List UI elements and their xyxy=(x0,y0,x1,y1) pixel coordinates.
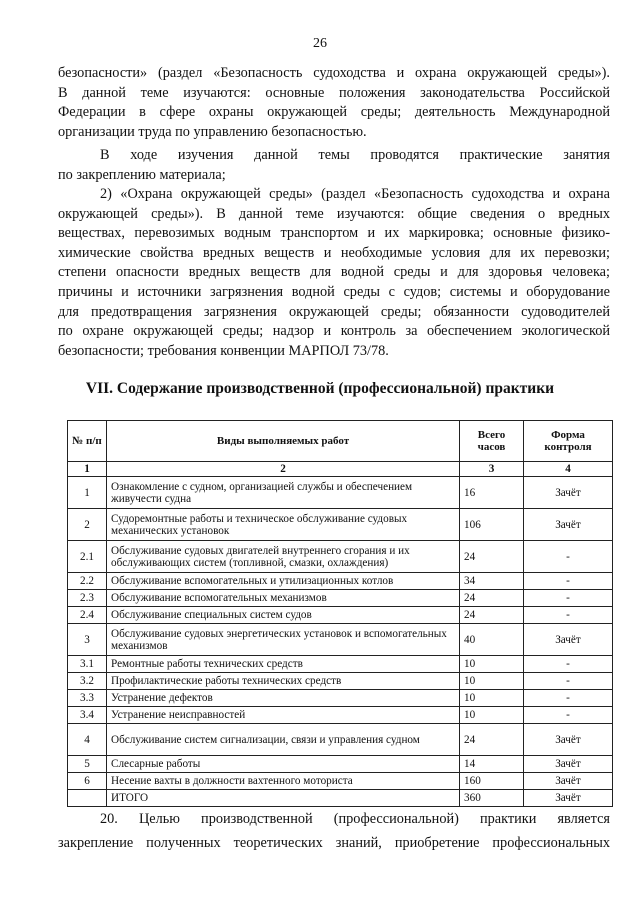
cell-control-form: Зачёт xyxy=(524,624,613,656)
text-line: химические свойства вредных веществ и необходимые условия для их перевозки; xyxy=(58,244,610,261)
cell-num: 6 xyxy=(68,773,107,790)
table-row xyxy=(68,690,613,707)
text-line: безопасности» (раздел «Безопасность судоходства и охрана окружающей среды»). xyxy=(58,65,610,81)
header-hours: Всего часов xyxy=(460,421,524,462)
table-row xyxy=(68,756,613,773)
cell-num: 2.3 xyxy=(68,590,107,607)
cell-control-form: - xyxy=(524,541,613,573)
text-line: В ходе изучения данной темы проводятся практические занятия xyxy=(100,147,610,163)
cell-num: 3.3 xyxy=(68,690,107,707)
cell-control-form: - xyxy=(524,690,613,707)
cell-num: 3.4 xyxy=(68,707,107,724)
cell-hours: 10 xyxy=(460,690,524,707)
text-line: степени опасности вредных веществ для водной среды и для здоровья человека; xyxy=(58,264,610,281)
cell-control-form: - xyxy=(524,573,613,590)
cell-hours: 14 xyxy=(460,756,524,773)
text-line: закрепление полученных теоретических знаний, приобретение профессиональных xyxy=(58,835,610,851)
cell-hours: 10 xyxy=(460,707,524,724)
cell-num: 3.2 xyxy=(68,673,107,690)
cell-work-name: Обслуживание специальных систем судов xyxy=(107,607,460,624)
text-line: 20. Целью производственной (профессиональной) практики является xyxy=(100,811,610,827)
cell-hours: 16 xyxy=(460,477,524,509)
text-line: организации труда по управлению безопасностью. xyxy=(58,123,367,140)
table-row xyxy=(68,509,613,541)
cell-num: 3.1 xyxy=(68,656,107,673)
text-line: Федерации в сфере охраны окружающей среды; деятельность Международной xyxy=(58,104,610,121)
cell-hours: 360 xyxy=(460,790,524,807)
table-row xyxy=(68,673,613,690)
cell-control-form: - xyxy=(524,707,613,724)
text-line: В данной теме изучаются: основные положения законодательства Российской xyxy=(58,84,610,101)
cell-work-name: Устранение неисправностей xyxy=(107,707,460,724)
cell-hours: 106 xyxy=(460,509,524,541)
paragraph-practical-classes xyxy=(58,146,610,185)
cell-control-form: - xyxy=(524,590,613,607)
cell-num: 3 xyxy=(68,624,107,656)
table-row xyxy=(68,590,613,607)
cell-work-name: Слесарные работы xyxy=(107,756,460,773)
paragraph-environment-protection xyxy=(58,185,610,361)
table-row xyxy=(68,541,613,573)
table-row xyxy=(68,573,613,590)
practice-works-table xyxy=(67,420,613,807)
cell-work-name: Ознакомление с судном, организацией службы и обеспечением живучести судна xyxy=(107,477,460,509)
table-row xyxy=(68,724,613,756)
cell-hours: 34 xyxy=(460,573,524,590)
cell-hours: 24 xyxy=(460,541,524,573)
paragraph-practice-goal xyxy=(58,807,610,855)
index-cell: 2 xyxy=(107,462,460,477)
table-row xyxy=(68,707,613,724)
cell-num: 5 xyxy=(68,756,107,773)
table-body xyxy=(68,477,613,807)
text-line: по закреплению материала; xyxy=(58,166,226,183)
table-row xyxy=(68,773,613,790)
text-line: веществах, перевозимых водным транспортом и их маркировка; основные физико- xyxy=(58,225,610,242)
cell-control-form: Зачёт xyxy=(524,790,613,807)
cell-num: 4 xyxy=(68,724,107,756)
cell-num: 2 xyxy=(68,509,107,541)
cell-work-name: Устранение дефектов xyxy=(107,690,460,707)
paragraph-safety-management xyxy=(58,64,610,142)
cell-work-name: Обслуживание вспомогательных и утилизационных котлов xyxy=(107,573,460,590)
text-line: для предотвращения загрязнения окружающей среды; обязанности судоводителей xyxy=(58,303,610,320)
cell-control-form: Зачёт xyxy=(524,477,613,509)
table-index-row xyxy=(68,462,613,477)
cell-work-name: Несение вахты в должности вахтенного моториста xyxy=(107,773,460,790)
table-row xyxy=(68,790,613,807)
cell-hours: 24 xyxy=(460,724,524,756)
text-line: по охране окружающей среды; надзор и контроль за обеспечением экологической xyxy=(58,323,610,340)
header-num: № п/п xyxy=(68,421,107,462)
cell-work-name: Обслуживание систем сигнализации, связи и управления судном xyxy=(107,724,460,756)
cell-control-form: Зачёт xyxy=(524,773,613,790)
cell-hours: 10 xyxy=(460,656,524,673)
cell-control-form: - xyxy=(524,656,613,673)
table-row xyxy=(68,656,613,673)
table-header-row xyxy=(68,421,613,462)
text-line: причины и источники загрязнения водной среды с судов; системы и оборудование xyxy=(58,283,610,300)
cell-work-name: Профилактические работы технических средств xyxy=(107,673,460,690)
cell-hours: 40 xyxy=(460,624,524,656)
text-line: безопасности; требования конвенции МАРПОЛ 73/78. xyxy=(58,342,389,359)
index-cell: 3 xyxy=(460,462,524,477)
header-work-types: Виды выполняемых работ xyxy=(107,421,460,462)
table-row xyxy=(68,624,613,656)
cell-hours: 160 xyxy=(460,773,524,790)
text-line: окружающей среды»). В данной теме изучаются: общие сведения о вредных xyxy=(58,205,610,222)
text-line: 2) «Охрана окружающей среды» (раздел «Безопасность судоходства и охрана xyxy=(100,186,610,202)
cell-control-form: - xyxy=(524,673,613,690)
cell-hours: 24 xyxy=(460,590,524,607)
cell-num: 1 xyxy=(68,477,107,509)
index-cell: 4 xyxy=(524,462,613,477)
table-row xyxy=(68,477,613,509)
cell-hours: 24 xyxy=(460,607,524,624)
cell-control-form: Зачёт xyxy=(524,756,613,773)
cell-num: 2.2 xyxy=(68,573,107,590)
table-row xyxy=(68,607,613,624)
section-title: VII. Содержание производственной (профессиональной) практики xyxy=(85,380,555,397)
page-number: 26 xyxy=(313,36,327,51)
cell-work-name: Обслуживание судовых энергетических установок и вспомогательных механизмов xyxy=(107,624,460,656)
cell-num: 2.4 xyxy=(68,607,107,624)
cell-work-name: ИТОГО xyxy=(107,790,460,807)
cell-work-name: Судоремонтные работы и техническое обслуживание судовых механических установок xyxy=(107,509,460,541)
cell-work-name: Ремонтные работы технических средств xyxy=(107,656,460,673)
cell-work-name: Обслуживание судовых двигателей внутреннего сгорания и их обслуживающих систем (топливной, смазки, охлаждения) xyxy=(107,541,460,573)
cell-hours: 10 xyxy=(460,673,524,690)
cell-control-form: Зачёт xyxy=(524,509,613,541)
header-control-form: Форма контроля xyxy=(524,421,613,462)
cell-num xyxy=(68,790,107,807)
cell-control-form: Зачёт xyxy=(524,724,613,756)
cell-control-form: - xyxy=(524,607,613,624)
cell-num: 2.1 xyxy=(68,541,107,573)
index-cell: 1 xyxy=(68,462,107,477)
cell-work-name: Обслуживание вспомогательных механизмов xyxy=(107,590,460,607)
